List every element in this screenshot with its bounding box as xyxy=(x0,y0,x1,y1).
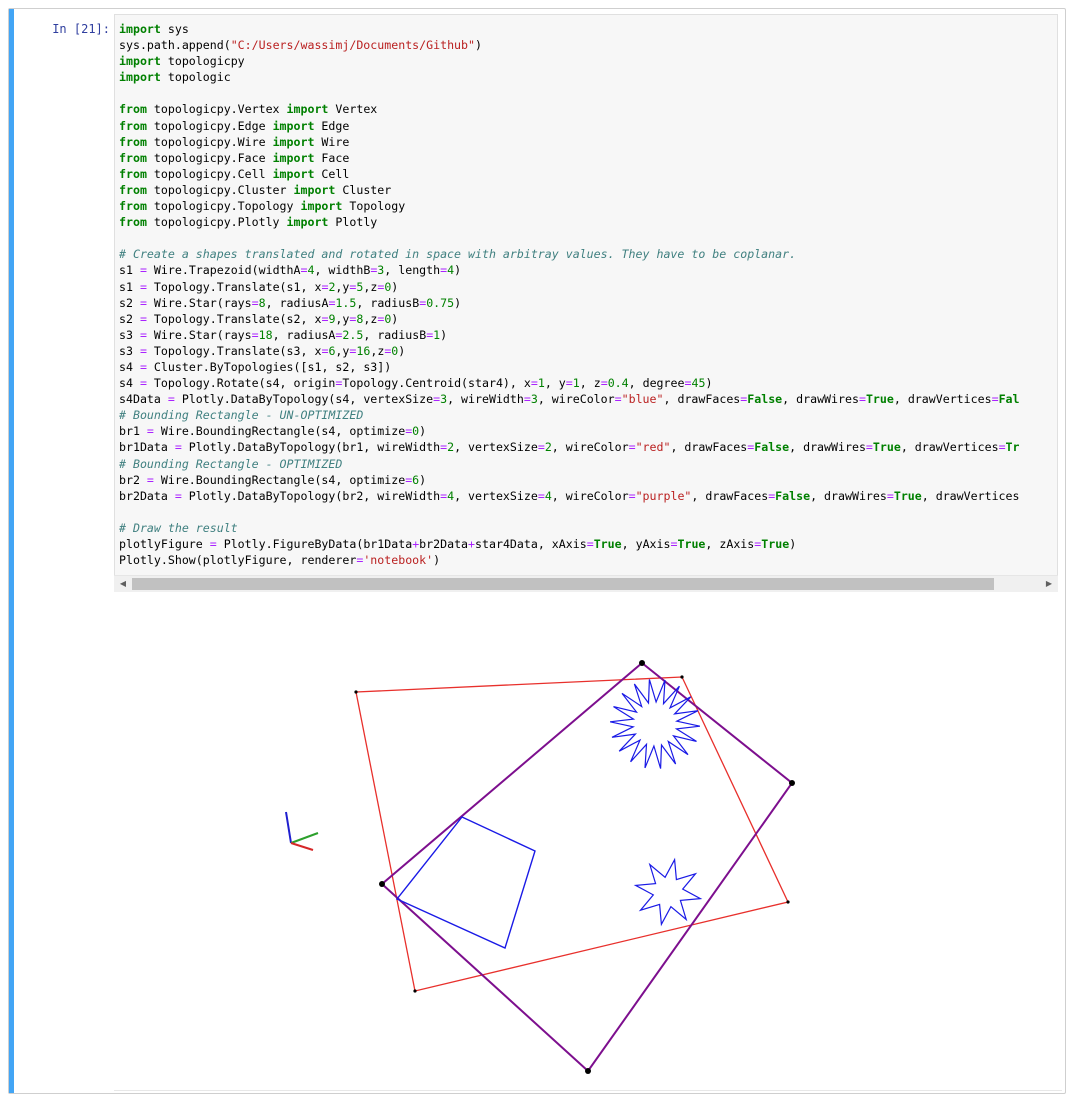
code-line: plotlyFigure = Plotly.FigureByData(br1Data+br2Data+star4Data, xAxis=True, yAxis=True, zAxis=True) xyxy=(119,537,797,551)
code-line: s2 = Wire.Star(rays=8, radiusA=1.5, radiusB=0.75) xyxy=(119,295,462,310)
scrollbar-thumb[interactable] xyxy=(132,578,994,590)
code-line: from topologicpy.Topology import Topology xyxy=(119,199,406,214)
code-line: from topologicpy.Cluster import Cluster xyxy=(119,182,392,197)
code-line: # Create a shapes translated and rotated in space with arbitray values. They have to be coplanar. xyxy=(119,247,797,262)
code-line: from topologicpy.Cell import Cell xyxy=(119,166,350,181)
purple-vertex xyxy=(585,1068,591,1074)
code-line: from topologicpy.Wire import Wire xyxy=(119,134,350,149)
star-8-rays-wire xyxy=(636,860,701,925)
cell-selection-indicator xyxy=(9,9,14,1093)
red-vertex xyxy=(786,900,789,903)
red-vertex xyxy=(680,675,683,678)
code-line xyxy=(119,504,1020,520)
code-lines xyxy=(119,21,1020,568)
code-line: s4 = Cluster.ByTopologies([s1, s2, s3]) xyxy=(119,359,392,374)
code-editor[interactable] xyxy=(114,14,1058,592)
purple-vertex xyxy=(639,660,645,666)
code-line: Plotly.Show(plotlyFigure, renderer='notebook') xyxy=(119,553,441,568)
plotly-3d-figure[interactable] xyxy=(114,598,1062,1090)
code-line: s3 = Topology.Translate(s3, x=6,y=16,z=0) xyxy=(119,343,406,358)
scroll-right-arrow-icon[interactable]: ▶ xyxy=(1045,579,1053,588)
code-line: from topologicpy.Face import Face xyxy=(119,150,350,165)
bounding-rectangle-optimized xyxy=(382,663,792,1071)
axis-z-icon xyxy=(286,812,291,843)
trapezoid-wire xyxy=(397,817,535,948)
code-line: import sys xyxy=(119,22,189,36)
purple-vertex xyxy=(789,780,795,786)
red-vertex xyxy=(413,989,416,992)
bounding-rectangle-unoptimized xyxy=(356,677,788,991)
code-line: br1 = Wire.BoundingRectangle(s4, optimize=0) xyxy=(119,424,427,439)
red-vertex xyxy=(354,690,357,693)
cell-output xyxy=(114,598,1062,1091)
code-line xyxy=(119,230,1020,246)
purple-vertex xyxy=(379,881,385,887)
code-line: s1 = Topology.Translate(s1, x=2,y=5,z=0) xyxy=(119,279,399,294)
axis-y-icon xyxy=(291,833,318,843)
code-line: sys.path.append("C:/Users/wassimj/Documents/Github") xyxy=(119,38,482,53)
code-line xyxy=(119,85,1020,101)
star-18-rays-wire xyxy=(610,679,700,768)
code-line: s4 = Topology.Rotate(s4, origin=Topology.Centroid(star4), x=1, y=1, z=0.4, degree=45) xyxy=(119,376,713,391)
code-line: # Draw the result xyxy=(119,520,238,535)
horizontal-scrollbar[interactable] xyxy=(114,575,1058,592)
code-line: from topologicpy.Plotly import Plotly xyxy=(119,215,378,230)
code-line: # Bounding Rectangle - OPTIMIZED xyxy=(119,456,343,471)
code-line: s1 = Wire.Trapezoid(widthA=4, widthB=3, length=4) xyxy=(119,263,462,278)
code-line: br1Data = Plotly.DataByTopology(br1, wireWidth=2, vertexSize=2, wireColor="red", drawFaces=False, drawWires=True, drawVertices=Tr xyxy=(119,440,1020,455)
code-line: br2Data = Plotly.DataByTopology(br2, wireWidth=4, vertexSize=4, wireColor="purple", drawFaces=False, drawWires=True, drawVertices xyxy=(119,488,1020,503)
code-line: import topologicpy xyxy=(119,54,245,69)
code-line: # Bounding Rectangle - UN-OPTIMIZED xyxy=(119,408,364,423)
code-line: s4Data = Plotly.DataByTopology(s4, vertexSize=3, wireWidth=3, wireColor="blue", drawFaces=False, drawWires=True, drawVertices=Fal xyxy=(119,392,1020,407)
code-line: import topologic xyxy=(119,70,231,85)
code-line: br2 = Wire.BoundingRectangle(s4, optimize=6) xyxy=(119,472,427,487)
code-line: from topologicpy.Vertex import Vertex xyxy=(119,102,378,117)
code-line: from topologicpy.Edge import Edge xyxy=(119,118,350,133)
code-line: s3 = Wire.Star(rays=18, radiusA=2.5, radiusB=1) xyxy=(119,327,448,342)
axis-x-icon xyxy=(291,843,313,850)
code-line: s2 = Topology.Translate(s2, x=9,y=8,z=0) xyxy=(119,311,399,326)
scroll-left-arrow-icon[interactable]: ◀ xyxy=(119,579,127,588)
input-prompt: In [21]: xyxy=(52,22,110,36)
